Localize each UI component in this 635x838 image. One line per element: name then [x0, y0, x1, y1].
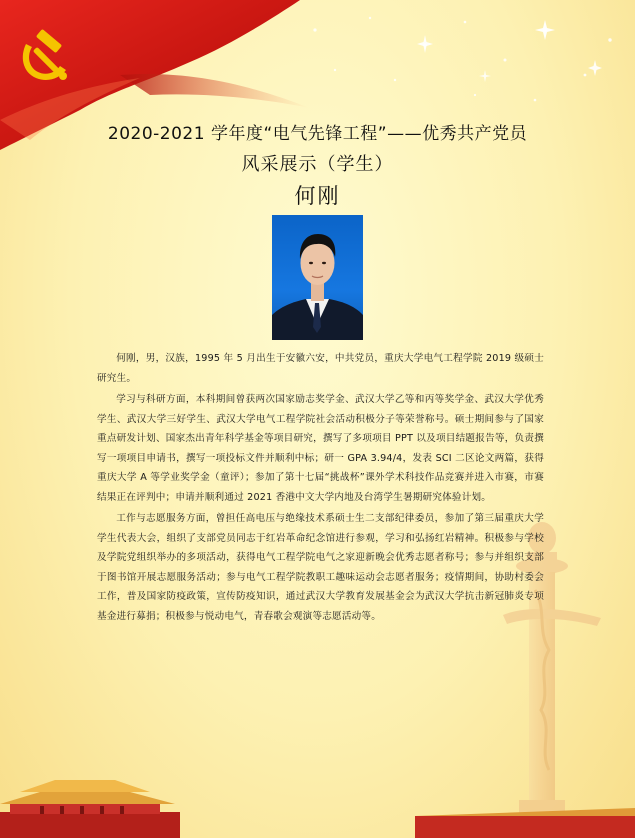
paragraph-work-volunteer: 工作与志愿服务方面，曾担任高电压与绝缘技术系硕士生二支部纪律委员，参加了第三届重庆大学学生代表大会，组织了支部党员同志于红岩革命纪念馆进行参观，学习和弘扬红岩精神。积极参与学校及学院党组织举办的多项活动，获得电气工程学院电气之家迎新晚会优秀志愿者称号；参与并组织支部于图书馆开展志愿服务活动；参与电气工程学院教职工趣味运动会志愿者服务；疫情期间，协助村委会工作，普及国家防疫政策，宣传防疫知识，通过武汉大学教育发展基金会为武汉大学抗击新冠肺炎专项基金进行募捐；积极参与悦动电气，青春歌会观演等志愿活动等。	[97, 513, 544, 622]
paragraph-study-research: 学习与科研方面，本科期间曾获两次国家励志奖学金、武汉大学乙等和丙等奖学金、武汉大学优秀学生、武汉大学三好学生、武汉大学电气工程学院社会活动积极分子等荣誉称号。硕士期间参与了国家重点研发计划、国家杰出青年科学基金等项目研究，撰写了多项项目 PPT 以及项目结题报告等，负责撰写一项项目申请书，撰写一项投标文件并顺利中标；研一 GPA 3.94/4，发表 SCI 二区论文两篇，获得重庆大学 A 等学业奖学金（童评）；参加了第十七届“挑战杯”课外学术科技作品竞赛并进入市赛，市赛结果正在评判中；申请并顺利通过 2021 香港中文大学内地及台湾学生暑期研究体验计划。	[97, 394, 544, 503]
palace-wall	[415, 798, 635, 838]
page-subtitle: 风采展示（学生）	[241, 154, 394, 175]
hammer-sickle-icon	[14, 26, 76, 88]
paragraph-intro: 何刚，男，汉族，1995 年 5 月出生于安徽六安，中共党员，重庆大学电气工程学院 2019 级硕士研究生。	[97, 353, 544, 384]
page-title: 2020-2021 学年度“电气先锋工程”——优秀共产党员	[107, 124, 528, 144]
portrait-photo	[272, 215, 363, 340]
profile-body	[97, 349, 544, 628]
tiananmen-gate	[0, 766, 180, 838]
person-name: 何刚	[294, 184, 341, 208]
